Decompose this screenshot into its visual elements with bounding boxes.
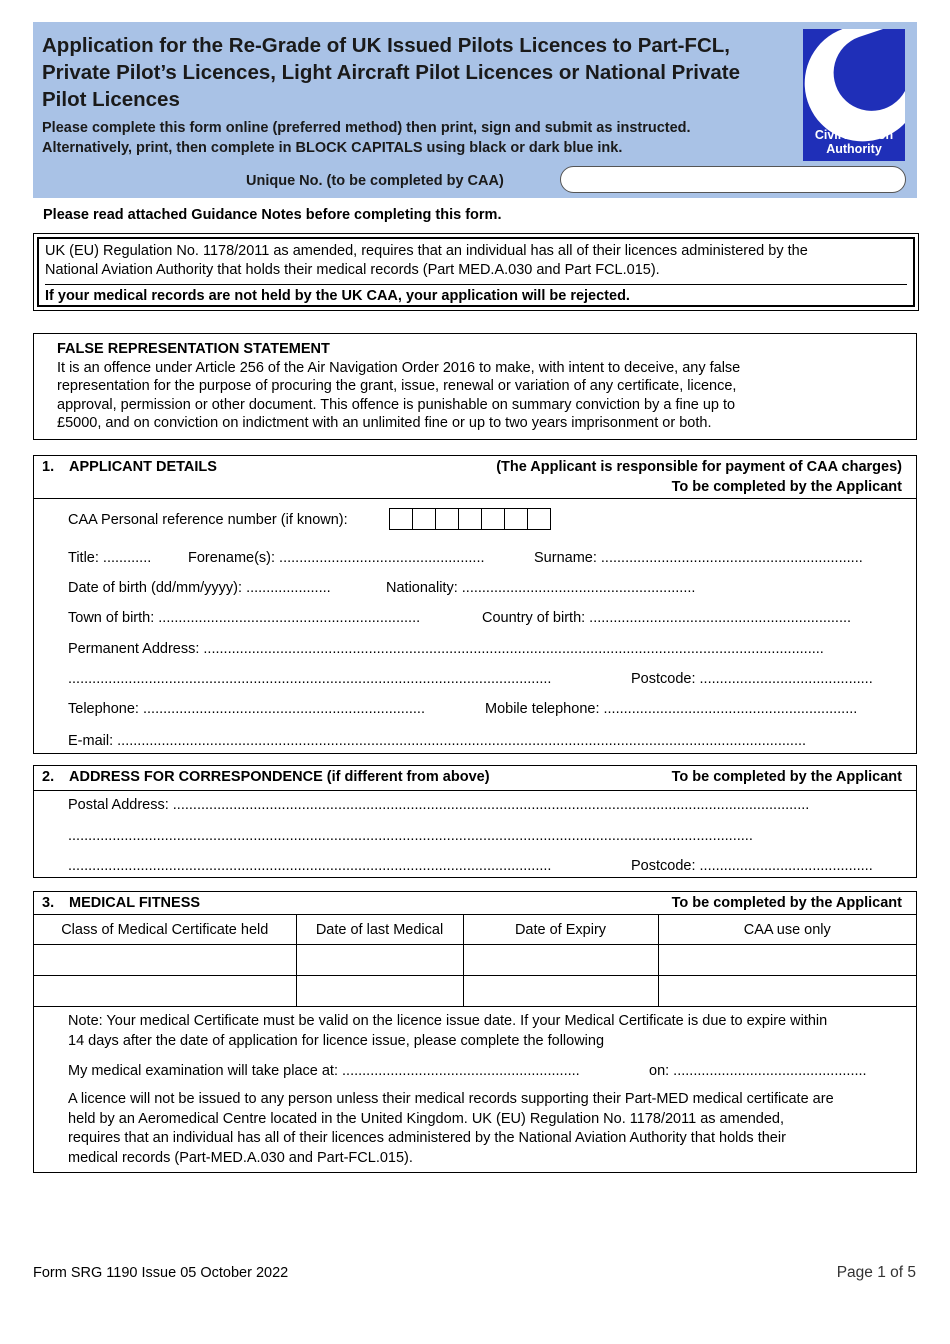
medical-note bbox=[68, 1011, 908, 1051]
header-banner bbox=[33, 22, 917, 198]
title-line-1: Application for the Re-Grade of UK Issued Pilots Licences to Part-FCL, bbox=[42, 34, 730, 57]
section-title: APPLICANT DETAILS bbox=[69, 459, 217, 475]
table-row bbox=[34, 976, 916, 1007]
mobile-telephone-field[interactable]: Mobile telephone: ............................................................... bbox=[485, 701, 858, 717]
table-row bbox=[34, 945, 916, 976]
divider bbox=[34, 790, 916, 791]
dob-field[interactable]: Date of birth (dd/mm/yyyy): ..................... bbox=[68, 580, 331, 596]
column-header: CAA use only bbox=[658, 915, 916, 945]
table-cell[interactable] bbox=[296, 976, 463, 1007]
section-note: To be completed by the Applicant bbox=[671, 769, 902, 785]
town-of-birth-field[interactable]: Town of birth: ................................................................. bbox=[68, 610, 421, 626]
section-number: 2. bbox=[42, 769, 55, 785]
logo-text-line-1: Civil Aviation bbox=[814, 128, 894, 142]
ref-digit-box[interactable] bbox=[389, 508, 413, 530]
section-correspondence-address bbox=[33, 765, 917, 878]
postcode-field[interactable]: Postcode: ........................................... bbox=[631, 858, 873, 874]
medical-exam-date-field[interactable]: on: ................................................ bbox=[649, 1063, 867, 1079]
unique-no-label: Unique No. (to be completed by CAA) bbox=[246, 173, 504, 189]
column-header: Date of last Medical bbox=[296, 915, 463, 945]
address-line-2-field[interactable]: ........................................................................................................................ bbox=[68, 671, 552, 687]
table-cell[interactable] bbox=[463, 976, 658, 1007]
medical-para-line-4: medical records (Part-MED.A.030 and Part-FCL.015). bbox=[68, 1149, 413, 1166]
title-line-3: Pilot Licences bbox=[42, 88, 180, 111]
permanent-address-field[interactable]: Permanent Address: .......................................................................................................................................................... bbox=[68, 641, 824, 657]
false-statement-line-1: It is an offence under Article 256 of the Air Navigation Order 2016 to make, with intent to deceive, any false bbox=[57, 359, 741, 376]
section-number: 3. bbox=[42, 895, 55, 911]
guidance-note: Please read attached Guidance Notes before completing this form. bbox=[43, 207, 502, 223]
section-note-line-1: (The Applicant is responsible for payment of CAA charges) bbox=[496, 459, 902, 475]
ref-digit-box[interactable] bbox=[504, 508, 528, 530]
telephone-field[interactable]: Telephone: ...................................................................... bbox=[68, 701, 425, 717]
caa-logo bbox=[803, 29, 905, 161]
logo-text-line-2: Authority bbox=[826, 142, 882, 156]
form-id: Form SRG 1190 Issue 05 October 2022 bbox=[33, 1265, 289, 1281]
regulation-box bbox=[33, 233, 919, 311]
logo-text bbox=[803, 128, 905, 156]
country-of-birth-field[interactable]: Country of birth: ................................................................. bbox=[482, 610, 852, 626]
section-title: MEDICAL FITNESS bbox=[69, 895, 201, 911]
ref-digit-box[interactable] bbox=[527, 508, 551, 530]
regulation-inner bbox=[37, 237, 915, 307]
medical-exam-location-field[interactable]: My medical examination will take place at: ........................................................... bbox=[68, 1063, 580, 1079]
table-cell bbox=[658, 945, 916, 976]
table-cell[interactable] bbox=[463, 945, 658, 976]
section-title: ADDRESS FOR CORRESPONDENCE (if different from above) bbox=[69, 769, 490, 785]
section-applicant-details bbox=[33, 455, 917, 754]
false-statement-line-2: representation for the purpose of procuring the grant, issue, renewal or variation of any certificate, licence, bbox=[57, 378, 737, 394]
section-number: 1. bbox=[42, 459, 55, 475]
column-header: Class of Medical Certificate held bbox=[34, 915, 296, 945]
table-cell bbox=[658, 976, 916, 1007]
section-note-line-2: To be completed by the Applicant bbox=[671, 479, 902, 495]
medical-note-line-2: 14 days after the date of application for licence issue, please complete the following bbox=[68, 1033, 605, 1049]
medical-table bbox=[34, 914, 916, 1007]
instruction-line-2: Alternatively, print, then complete in BLOCK CAPITALS using black or dark blue ink. bbox=[42, 140, 623, 156]
table-cell[interactable] bbox=[296, 945, 463, 976]
medical-records-paragraph bbox=[68, 1090, 908, 1168]
applicant-fields bbox=[34, 498, 916, 754]
regulation-line-1: UK (EU) Regulation No. 1178/2011 as amended, requires that an individual has all of their licences administered by the bbox=[45, 243, 808, 259]
ref-number-label: CAA Personal reference number (if known): bbox=[68, 512, 348, 528]
medical-para-line-3: requires that an individual has all of their licences administered by the National Aviation Authority that holds their bbox=[68, 1130, 786, 1146]
ref-number-boxes[interactable] bbox=[390, 508, 551, 530]
medical-para-line-1: A licence will not be issued to any person unless their medical records supporting their Part-MED medical certificate are bbox=[68, 1091, 834, 1107]
column-header: Date of Expiry bbox=[463, 915, 658, 945]
table-cell[interactable] bbox=[34, 945, 296, 976]
false-statement-line-3: approval, permission or other document. This offence is punishable on summary conviction by a fine up to bbox=[57, 396, 736, 413]
title-line-2: Private Pilot’s Licences, Light Aircraft Pilot Licences or National Private bbox=[42, 61, 740, 84]
section-medical-fitness bbox=[33, 891, 917, 1173]
section-note bbox=[496, 457, 902, 497]
postal-address-line-2-field[interactable]: .......................................................................................................................................................................... bbox=[68, 828, 753, 844]
table-cell[interactable] bbox=[34, 976, 296, 1007]
surname-field[interactable]: Surname: ................................................................. bbox=[534, 550, 863, 566]
false-representation-box bbox=[33, 333, 917, 440]
instruction-line-1: Please complete this form online (preferred method) then print, sign and submit as instructed. bbox=[42, 120, 691, 136]
ref-digit-box[interactable] bbox=[435, 508, 459, 530]
postcode-field[interactable]: Postcode: ........................................... bbox=[631, 671, 873, 687]
email-field[interactable]: E-mail: ........................................................................................................................................................................... bbox=[68, 733, 807, 749]
forename-field[interactable]: Forename(s): ................................................... bbox=[188, 550, 485, 566]
nationality-field[interactable]: Nationality: .......................................................... bbox=[386, 580, 696, 596]
postal-address-field[interactable]: Postal Address: .............................................................................................................................................................. bbox=[68, 797, 810, 813]
ref-digit-box[interactable] bbox=[412, 508, 436, 530]
ref-digit-box[interactable] bbox=[458, 508, 482, 530]
postal-address-line-3-field[interactable]: ........................................................................................................................ bbox=[68, 858, 552, 874]
page-number: Page 1 of 5 bbox=[836, 1264, 916, 1281]
ref-digit-box[interactable] bbox=[481, 508, 505, 530]
medical-para-line-2: held by an Aeromedical Centre located in the United Kingdom. UK (EU) Regulation No. 1178/2011 as amended, bbox=[68, 1110, 785, 1127]
false-statement-line-4: £5000, and on conviction on indictment with an unlimited fine or up to two years imprisonment or both. bbox=[57, 415, 712, 431]
table-header-row bbox=[34, 915, 916, 945]
form-title bbox=[42, 32, 802, 113]
medical-note-line-1: Note: Your medical Certificate must be valid on the licence issue date. If your Medical Certificate is due to expire within bbox=[68, 1013, 828, 1029]
regulation-warning: If your medical records are not held by the UK CAA, your application will be rejected. bbox=[45, 284, 907, 306]
instructions bbox=[42, 118, 802, 158]
unique-no-field[interactable] bbox=[560, 166, 906, 193]
regulation-line-2: National Aviation Authority that holds their medical records (Part MED.A.030 and Part FCL.015). bbox=[45, 262, 660, 278]
false-statement-title: FALSE REPRESENTATION STATEMENT bbox=[57, 341, 330, 357]
section-note: To be completed by the Applicant bbox=[671, 895, 902, 911]
title-field[interactable]: Title: ............ bbox=[68, 550, 152, 566]
